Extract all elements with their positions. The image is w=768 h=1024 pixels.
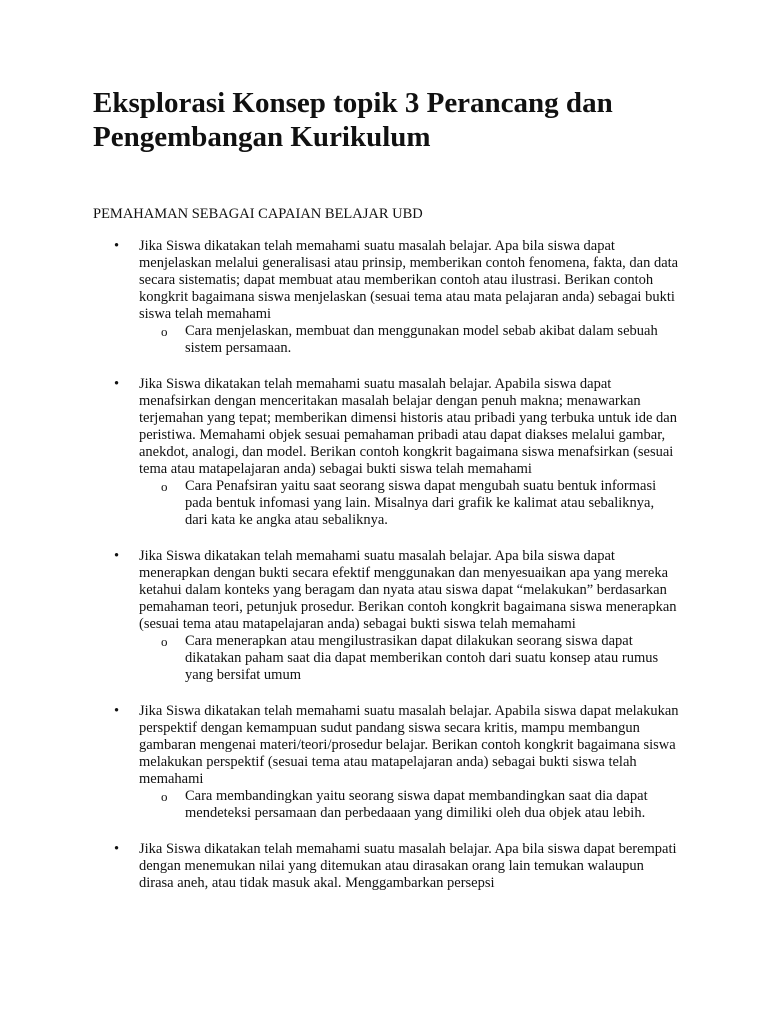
list-item-text: Jika Siswa dikatakan telah memahami suatu masalah belajar. Apabila siswa dapat melakukan perspektif dengan kemampuan sudut pandang siswa secara kritis, mampu membangun gambaran mengenai materi/teori/prosedur belajar. Berikan contoh kongkrit bagaimana siswa melakukan perspektif (sesuai tema atau matapelajaran anda) sebagai bukti siswa telah memahami [139,703,679,787]
sub-list-item-text: Cara menjelaskan, membuat dan menggunakan model sebab akibat dalam sebuah sistem persamaan. [185,323,658,356]
list-item [0,238,679,357]
list-item [0,841,679,892]
document-title: Eksplorasi Konsep topik 3 Perancang dan Pengembangan Kurikulum [93,87,613,153]
sub-list-item [139,788,679,822]
sub-bullet-icon: o [161,634,168,649]
sub-list-item [139,478,679,529]
list-item [0,548,679,684]
sub-bullet-icon: o [161,479,168,494]
list-item-text: Jika Siswa dikatakan telah memahami suatu masalah belajar. Apa bila siswa dapat berempati dengan menemukan nilai yang ditemukan atau dirasakan orang lain temukan walaupun dirasa aneh, atau tidak masuk akal. Menggambarkan persepsi [139,841,677,891]
bullet-icon: • [114,703,120,719]
sub-list-item [139,323,679,357]
list-item [0,703,679,822]
bullet-icon: • [114,238,120,254]
list-item-text: Jika Siswa dikatakan telah memahami suatu masalah belajar. Apabila siswa dapat menafsirkan dengan menceritakan masalah belajar dengan penuh makna; menawarkan terjemahan yang tepat; memberikan dimensi historis atau pribadi yang terbuka untuk ide dan peristiwa. Memahami objek sesuai pemahaman pribadi atau dapat diakses melalui gambar, anekdot, analogi, dan model. Berikan contoh kongkrit bagaimana siswa menafsirkan (sesuai tema atau matapelajaran anda) sebagai bukti siswa telah memahami [139,376,677,477]
bullet-icon: • [114,548,120,564]
list-item-text: Jika Siswa dikatakan telah memahami suatu masalah belajar. Apa bila siswa dapat menjelaskan melalui generalisasi atau prinsip, memberikan contoh fenomena, fakta, dan data secara sistematis; dapat membuat atau memberikan contoh atau ilustrasi. Berikan contoh kongkrit bagaimana siswa menjelaskan (sesuai tema atau mata pelajaran anda) sebagai bukti siswa telah memahami [139,238,679,322]
sub-list-item-text: Cara membandingkan yaitu seorang siswa dapat membandingkan saat dia dapat mendeteksi persamaan dan perbedaaan yang dimiliki oleh dua objek atau lebih. [185,788,648,821]
list-item [0,376,679,529]
bullet-list [0,238,768,911]
sub-bullet-icon: o [161,324,168,339]
sub-list-item [139,633,679,684]
sub-list-item-text: Cara Penafsiran yaitu saat seorang siswa dapat mengubah suatu bentuk informasi pada bentuk infomasi yang lain. Misalnya dari grafik ke kalimat atau sebaliknya, dari kata ke angka atau sebaliknya. [185,478,657,528]
sub-list-item-text: Cara menerapkan atau mengilustrasikan dapat dilakukan seorang siswa dapat dikatakan paham saat dia dapat memberikan contoh dari suatu konsep atau rumus yang bersifat umum [185,633,659,683]
section-heading: PEMAHAMAN SEBAGAI CAPAIAN BELAJAR UBD [93,206,423,222]
list-item-text: Jika Siswa dikatakan telah memahami suatu masalah belajar. Apa bila siswa dapat menerapkan dengan bukti secara efektif menggunakan dan menyesuaikan apa yang mereka ketahui dalam konteks yang beragam dan nyata atau siswa dapat “melakukan” berdasarkan pemahaman teori, petunjuk prosedur. Berikan contoh kongkrit bagaimana siswa menerapkan (sesuai tema atau matapelajaran anda) sebagai bukti siswa telah memahami [139,548,677,632]
sub-bullet-icon: o [161,789,168,804]
bullet-icon: • [114,376,120,392]
bullet-icon: • [114,841,120,857]
